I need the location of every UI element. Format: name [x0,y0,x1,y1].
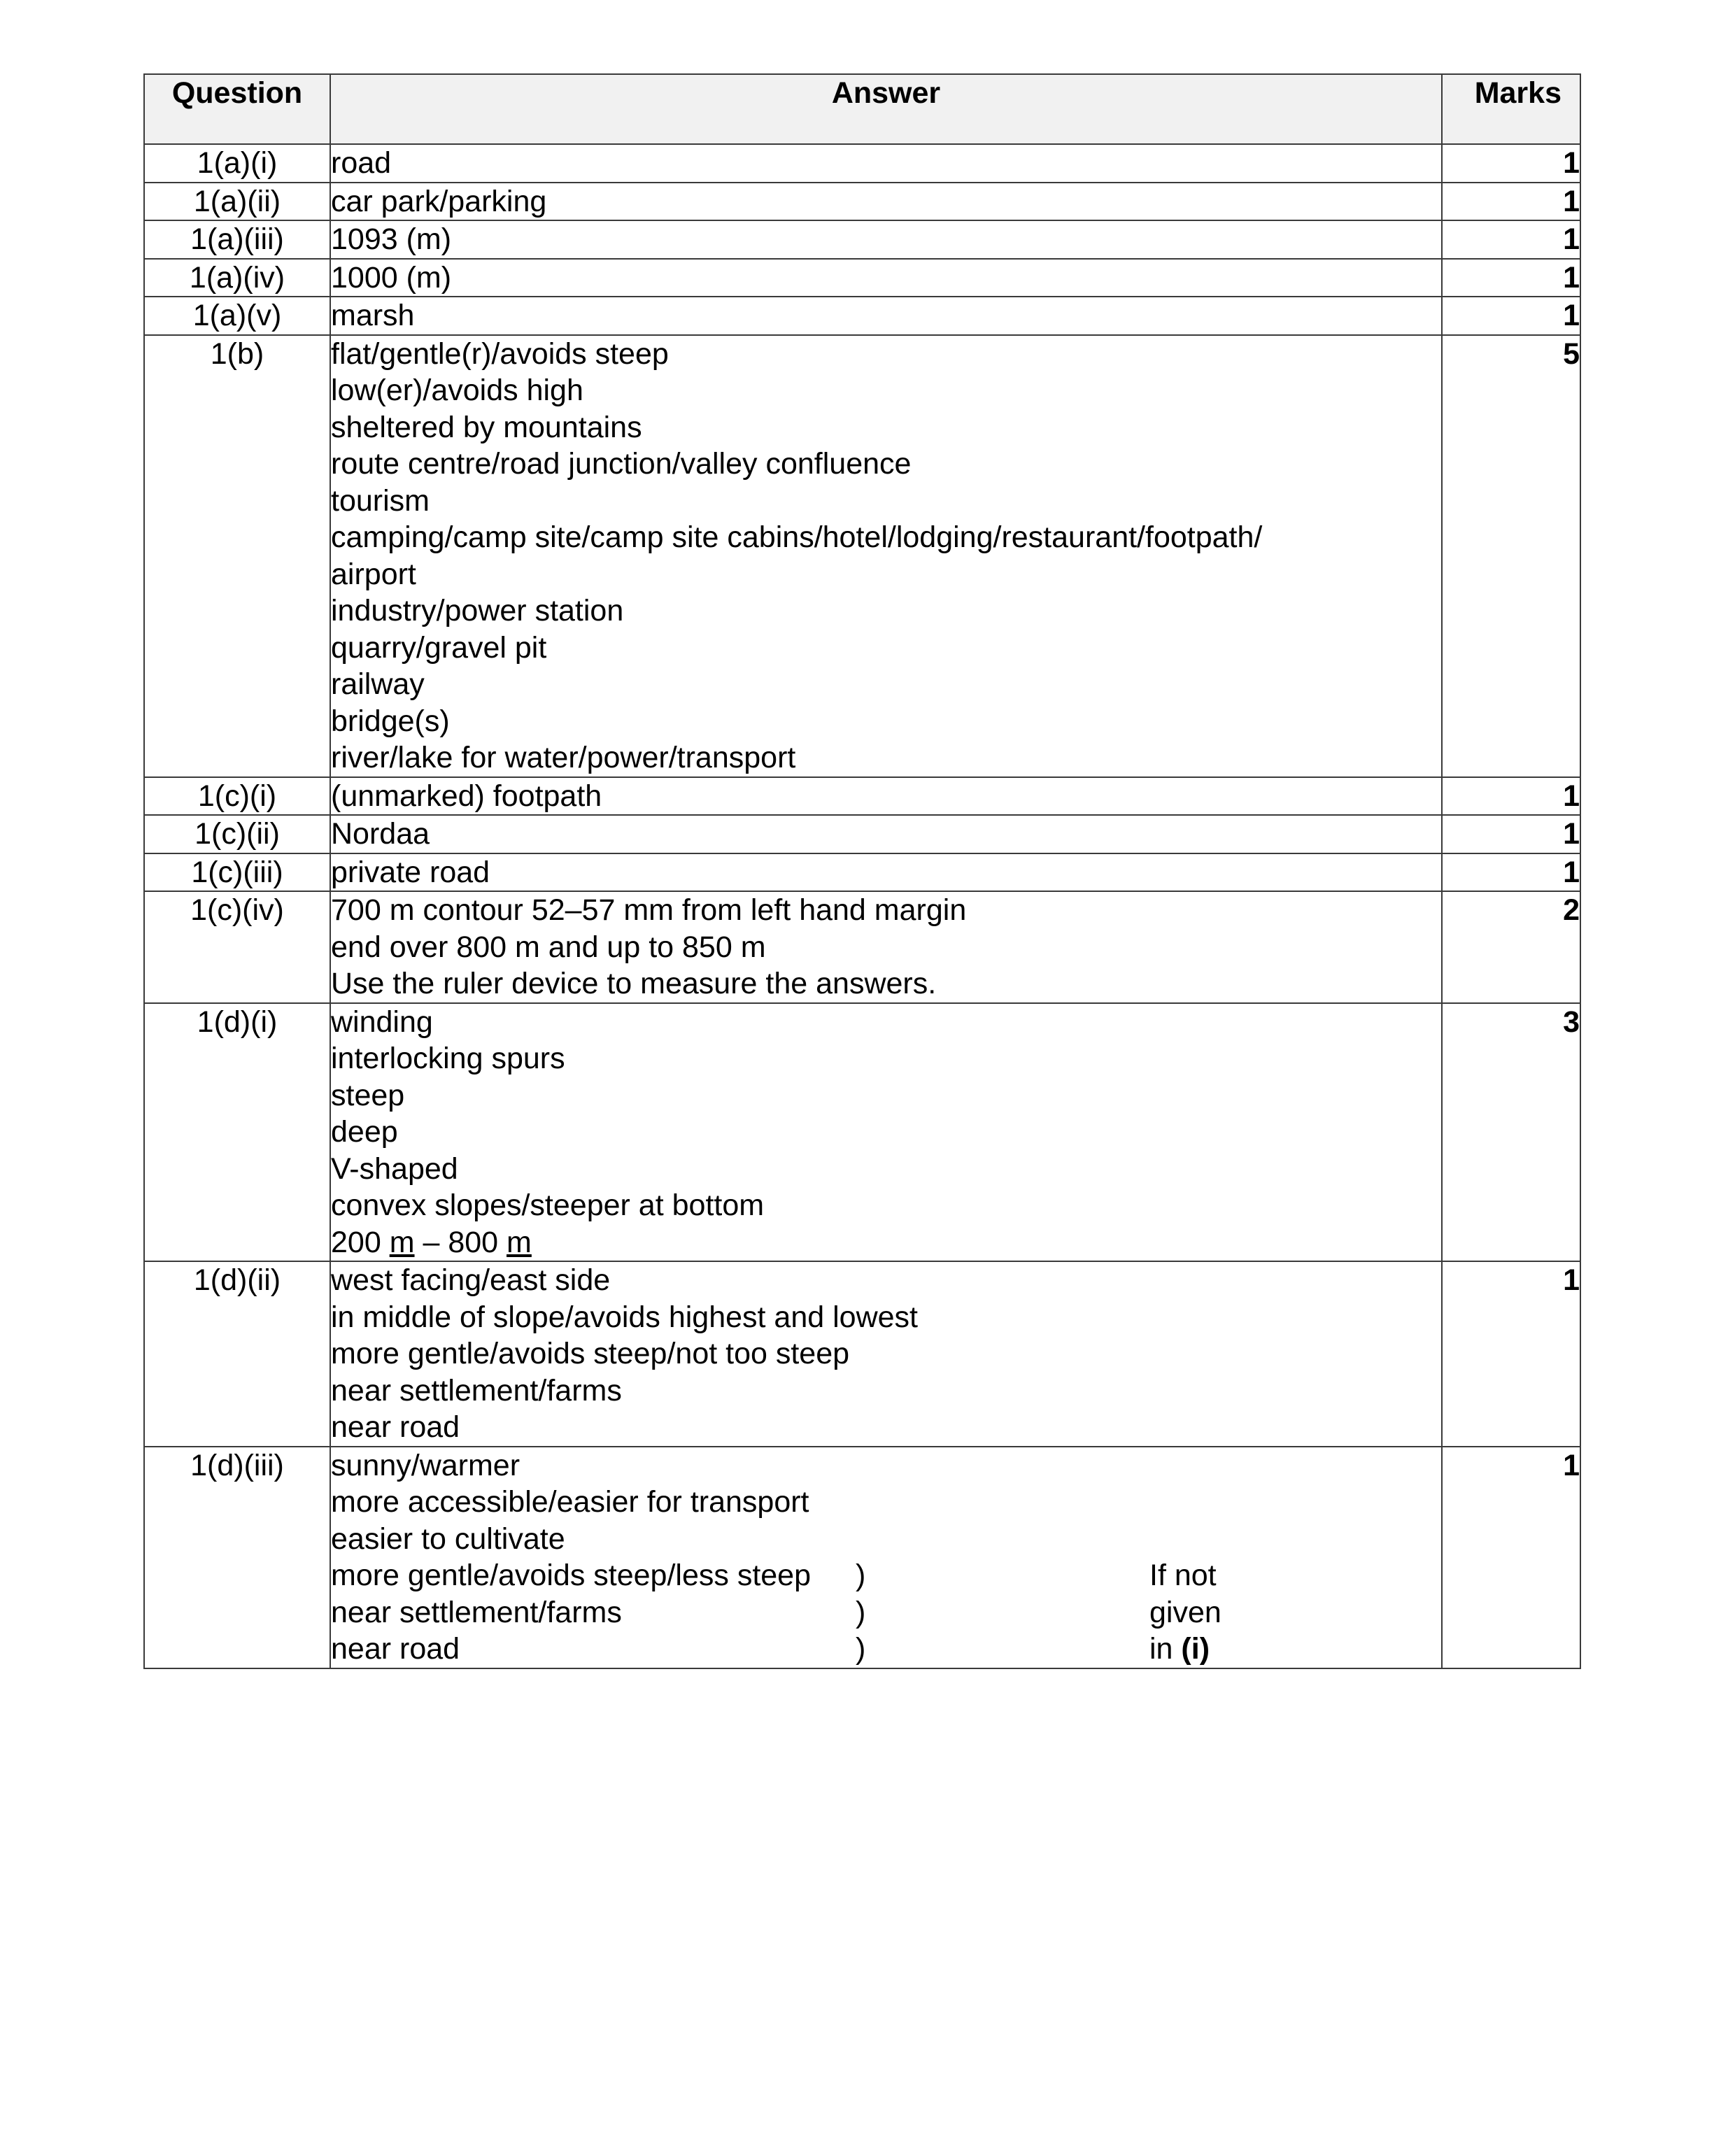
table-row [144,220,1580,259]
answer-line: car park/parking [331,184,547,218]
answer-line: (unmarked) footpath [331,779,602,813]
answer-cell [330,220,1442,259]
marks-cell: 3 [1442,1003,1580,1262]
height-range-line [331,1224,1441,1261]
marks-cell: 1 [1442,220,1580,259]
answer-cell [330,335,1442,777]
header-row [144,74,1580,144]
marks-cell: 1 [1442,777,1580,816]
question-cell: 1(a)(i) [144,144,330,183]
answer-line: sunny/warmer [331,1448,520,1482]
answer-line: 1093 (m) [331,222,452,256]
mark-scheme-table [143,73,1581,1669]
answer-line: route centre/road junction/valley confluence [331,447,912,481]
note-ref: (i) [1181,1632,1210,1666]
answer-line: bridge(s) [331,704,450,738]
bracket: ) [856,1632,866,1666]
answer-line: 1000 (m) [331,260,452,295]
answer-cell [330,815,1442,853]
answer-line: interlocking spurs [331,1042,565,1075]
answer-line: near road [331,1410,460,1444]
answer-line: V-shaped [331,1151,458,1186]
marks-cell: 1 [1442,297,1580,335]
marks-cell: 1 [1442,144,1580,183]
table-row [144,1003,1580,1262]
conditional-text: near road [331,1632,460,1666]
answer-line: sheltered by mountains [331,410,642,444]
answer-line: camping/camp site/camp site cabins/hotel/lodging/restaurant/footpath/ [331,520,1263,554]
answer-line: more gentle/avoids steep/not too steep [331,1337,850,1370]
conditional-note: If not [1149,1559,1217,1592]
bracket: ) [856,1595,866,1629]
answer-line: steep [331,1078,405,1112]
answer-cell [330,1003,1442,1262]
conditional-note: given [1149,1595,1221,1629]
marks-cell: 1 [1442,815,1580,853]
answer-line: flat/gentle(r)/avoids steep [331,336,669,371]
answer-cell [330,259,1442,297]
question-cell: 1(c)(iv) [144,891,330,1003]
conditional-line [331,1557,1441,1594]
question-cell: 1(a)(ii) [144,183,330,221]
answer-cell [330,183,1442,221]
answer-cell [330,1447,1442,1668]
answer-line: marsh [331,299,415,332]
conditional-text: more gentle/avoids steep/less steep [331,1559,812,1592]
table-row [144,853,1580,892]
table-row [144,1261,1580,1447]
marks-cell: 1 [1442,259,1580,297]
header-marks: Marks [1442,74,1580,144]
table-row [144,815,1580,853]
table-row [144,1447,1580,1668]
table-row [144,144,1580,183]
answer-line: industry/power station [331,594,624,627]
answer-cell [330,1261,1442,1447]
marks-cell: 1 [1442,1447,1580,1668]
question-cell: 1(b) [144,335,330,777]
answer-line: railway [331,667,425,701]
question-cell: 1(c)(ii) [144,815,330,853]
marks-cell: 1 [1442,183,1580,221]
answer-cell [330,891,1442,1003]
marks-cell: 5 [1442,335,1580,777]
answer-line: end over 800 m and up to 850 m [331,930,766,964]
answer-line: Nordaa [331,817,430,851]
question-cell: 1(a)(v) [144,297,330,335]
answer-line: more accessible/easier for transport [331,1485,809,1519]
answer-line: convex slopes/steeper at bottom [331,1189,765,1222]
answer-line: easier to cultivate [331,1522,565,1556]
answer-line: winding [331,1005,433,1039]
question-cell: 1(a)(iv) [144,259,330,297]
answer-line: airport [331,557,416,591]
table-row [144,777,1580,816]
bracket: ) [856,1559,866,1592]
conditional-note [1149,1631,1210,1668]
marks-cell: 2 [1442,891,1580,1003]
range-unit: m [389,1225,415,1259]
table-row [144,297,1580,335]
answer-line: near settlement/farms [331,1373,622,1407]
marks-cell: 1 [1442,1261,1580,1447]
answer-line: deep [331,1115,398,1149]
question-cell: 1(c)(iii) [144,853,330,892]
answer-line: river/lake for water/power/transport [331,741,796,774]
question-cell: 1(c)(i) [144,777,330,816]
answer-line: in middle of slope/avoids highest and lowest [331,1300,919,1334]
question-cell: 1(d)(i) [144,1003,330,1262]
conditional-line [331,1594,1441,1631]
answer-line: quarry/gravel pit [331,630,547,665]
range-dash: – 800 [414,1225,507,1259]
answer-cell [330,144,1442,183]
table-row [144,259,1580,297]
answer-line: low(er)/avoids high [331,374,583,407]
answer-cell [330,853,1442,892]
answer-line: private road [331,855,490,889]
answer-line: Use the ruler device to measure the answers. [331,967,937,1000]
range-unit: m [507,1225,532,1259]
note-text: in [1149,1632,1182,1666]
answer-line: west facing/east side [331,1263,611,1297]
conditional-line [331,1631,1441,1668]
conditional-text: near settlement/farms [331,1595,622,1629]
table-row [144,891,1580,1003]
question-cell: 1(d)(ii) [144,1261,330,1447]
answer-line: road [331,146,392,180]
table-row [144,335,1580,777]
answer-line: 700 m contour 52–57 mm from left hand margin [331,893,967,927]
marks-cell: 1 [1442,853,1580,892]
question-cell: 1(a)(iii) [144,220,330,259]
question-cell: 1(d)(iii) [144,1447,330,1668]
answer-cell [330,777,1442,816]
range-start: 200 [331,1225,390,1259]
table-row [144,183,1580,221]
header-question: Question [144,74,330,144]
header-answer: Answer [330,74,1442,144]
answer-line: tourism [331,483,430,518]
answer-cell [330,297,1442,335]
